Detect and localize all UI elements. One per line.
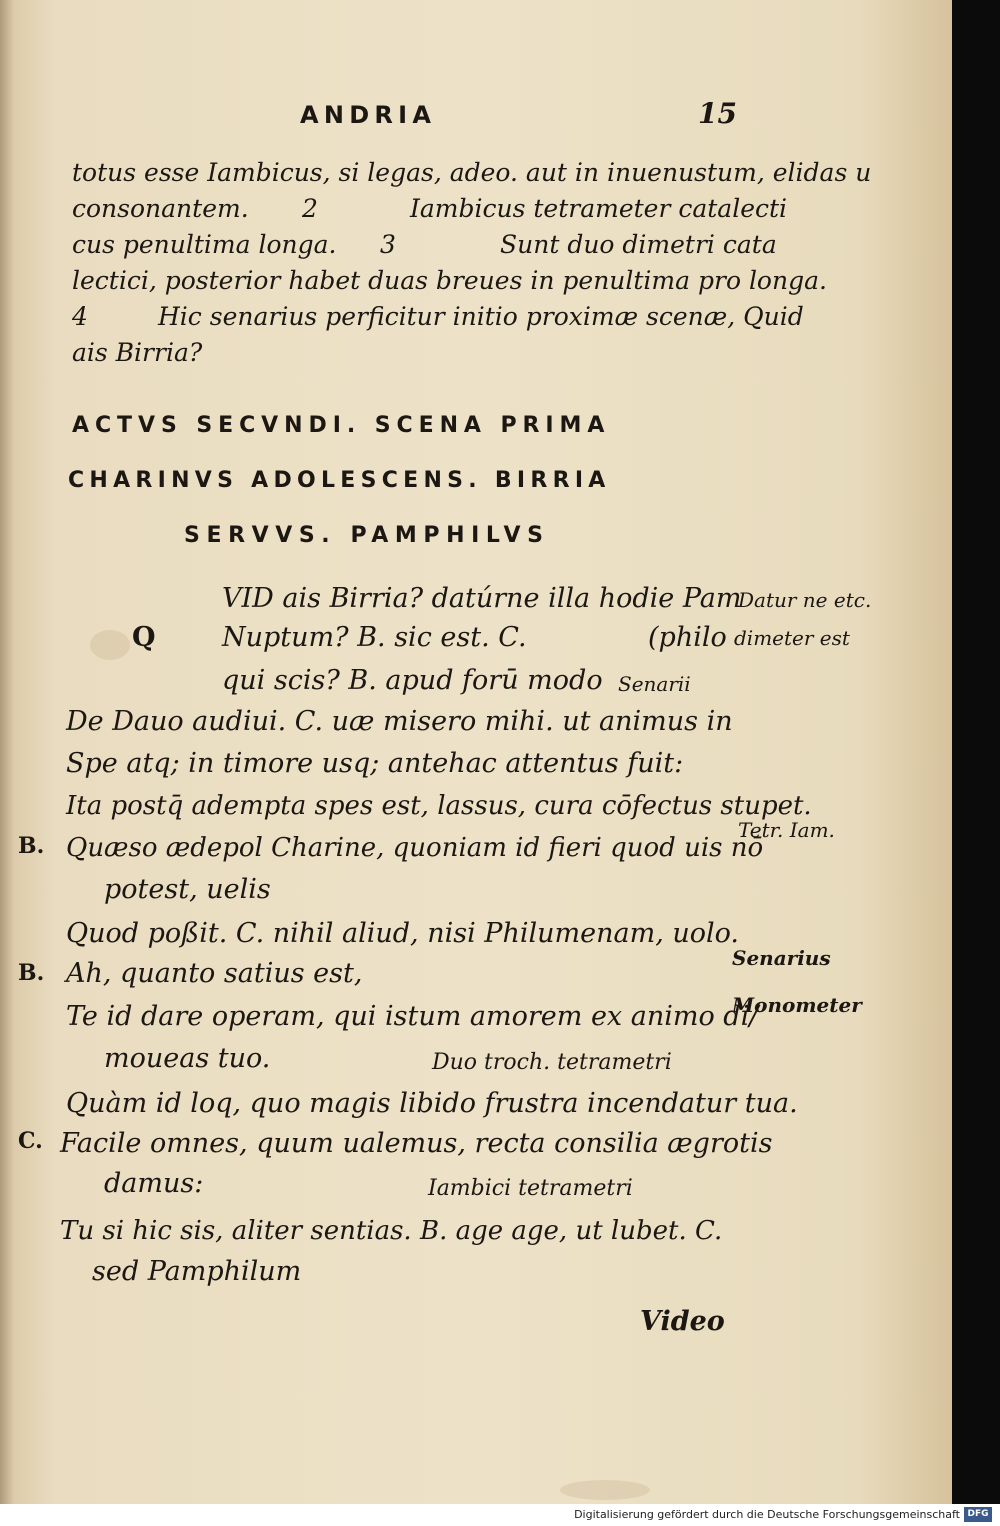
characters-heading: CHARINVS ADOLESCENS. BIRRIA <box>68 468 611 493</box>
note-number: 3 <box>380 230 396 259</box>
act-scene-heading: ACTVS SECVNDI. SCENA PRIMA <box>72 413 611 438</box>
verse-line: Ah, quanto satius est, <box>66 958 363 989</box>
note-number: 4 <box>72 302 88 331</box>
page-number: 15 <box>698 97 737 130</box>
verse-line: VID ais Birria? datúrne illa hodie Pam <box>222 583 742 614</box>
verse-line: Quod poßit. C. nihil aliud, nisi Philumenam, uolo. <box>66 918 739 949</box>
note-line: Sunt duo dimetri cata <box>500 230 777 259</box>
funding-credit: Digitalisierung gefördert durch die Deutsche Forschungsgemeinschaft <box>574 1508 960 1521</box>
margin-note: Senarius <box>732 946 831 970</box>
digitization-footer <box>0 1504 1000 1526</box>
note-line: totus esse Iambicus, si legas, adeo. aut in inuenustum, elidas u <box>72 158 872 187</box>
margin-note: Senarii <box>618 672 691 696</box>
meter-note: Iambici tetrametri <box>428 1176 633 1201</box>
verse-line: Facile omnes, quum ualemus, recta consilia ægrotis <box>60 1128 773 1159</box>
catchword: Video <box>640 1306 725 1337</box>
verse-line: potest, uelis <box>104 874 271 905</box>
page-stain <box>90 630 130 660</box>
note-line: cus penultima longa. <box>72 230 337 259</box>
page-stain <box>560 1480 650 1500</box>
verse-line: qui scis? B. apud forū modo <box>222 665 603 696</box>
characters-heading-continued: SERVVS. PAMPHILVS <box>184 523 550 548</box>
note-line: Hic senarius perficitur initio proximæ scenæ, Quid <box>158 302 804 331</box>
verse-line: De Dauo audiui. C. uæ misero mihi. ut animus in <box>66 706 733 737</box>
note-line: lectici, posterior habet duas breues in penultima pro longa. <box>72 266 827 295</box>
verse-line: moueas tuo. <box>104 1043 271 1074</box>
note-line: consonantem. <box>72 194 249 223</box>
verse-line: Tu si hic sis, aliter sentias. B. age age, ut lubet. C. <box>60 1216 723 1246</box>
dfg-logo: DFG <box>964 1507 992 1522</box>
verse-line: Nuptum? B. sic est. C. <box>222 622 527 653</box>
note-line: ais Birria? <box>72 338 203 367</box>
verse-line: Ita postq̄ adempta spes est, lassus, cura cōfectus stupet. <box>66 791 812 821</box>
running-header-title: ANDRIA <box>300 101 437 129</box>
margin-note: Datur ne etc. <box>738 588 872 612</box>
verse-line: Te id dare operam, qui istum amorem ex animo di/ <box>66 1001 759 1032</box>
speaker-mark: B. <box>18 960 45 986</box>
note-line: Iambicus tetrameter catalecti <box>410 194 788 223</box>
verse-line: Spe atq; in timore usq; antehac attentus fuit: <box>66 748 684 779</box>
verse-line: sed Pamphilum <box>92 1256 302 1287</box>
margin-note: dimeter est <box>734 626 850 650</box>
margin-note: Monometer <box>732 993 862 1017</box>
verse-line: Quàm id loq, quo magis libido frustra incendatur tua. <box>66 1088 798 1119</box>
meter-note: Duo troch. tetrametri <box>432 1050 672 1075</box>
verse-line: Quæso ædepol Charine, quoniam id fieri quod uis nō <box>66 833 764 863</box>
speaker-mark: B. <box>18 833 45 859</box>
verse-line-fragment: (philo <box>648 622 727 653</box>
speaker-mark: C. <box>18 1128 43 1154</box>
initial-letter: Q <box>132 622 156 653</box>
note-number: 2 <box>302 194 318 223</box>
margin-note: Tetr. Iam. <box>738 818 835 842</box>
verse-line: damus: <box>104 1168 204 1199</box>
